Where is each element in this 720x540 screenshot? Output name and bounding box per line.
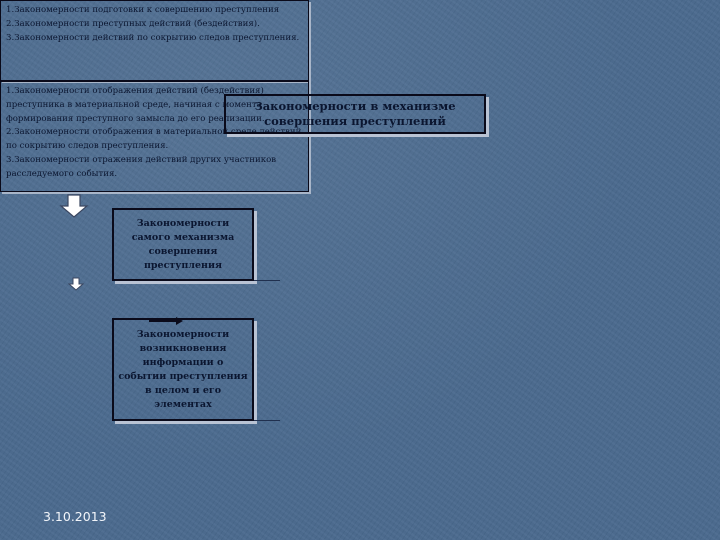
pattern-detail-item: 3.Закономерности действий по сокрытию следов преступления. bbox=[6, 32, 300, 43]
slide-date: 3.10.2013 bbox=[43, 509, 107, 524]
small-down-arrow-icon bbox=[68, 277, 84, 291]
pattern-detail-item: 2.Закономерности преступных действий (бездействия). bbox=[6, 18, 260, 29]
pattern-category-box bbox=[112, 208, 254, 281]
connector-line bbox=[254, 280, 280, 281]
large-down-arrow-icon bbox=[58, 194, 90, 218]
pattern-detail-item: 1.Закономерности отображения действий (бездействия) преступника в материальной среде, начиная с момента формирования преступного замысла до его реализации. bbox=[6, 86, 265, 124]
pattern-detail-item: 1.Закономерности подготовки к совершению преступления bbox=[6, 5, 280, 15]
pattern-category-label: Закономерности самого механизма совершения преступления bbox=[131, 217, 235, 271]
pattern-details-box bbox=[0, 0, 309, 81]
connector-line bbox=[254, 420, 280, 421]
diagram-title: Закономерности в механизме совершения преступлений bbox=[224, 94, 486, 134]
pattern-category-label: Закономерности возникновения информации о событии преступления в целом и его элементах bbox=[118, 328, 248, 410]
pattern-detail-item: 2.Закономерности отображения в материальной среде действий по сокрытию следов преступления. bbox=[6, 127, 302, 152]
pattern-detail-item: 3.Закономерности отражения действий других участников расследуемого события. bbox=[6, 154, 277, 179]
pattern-category-box bbox=[112, 318, 254, 421]
